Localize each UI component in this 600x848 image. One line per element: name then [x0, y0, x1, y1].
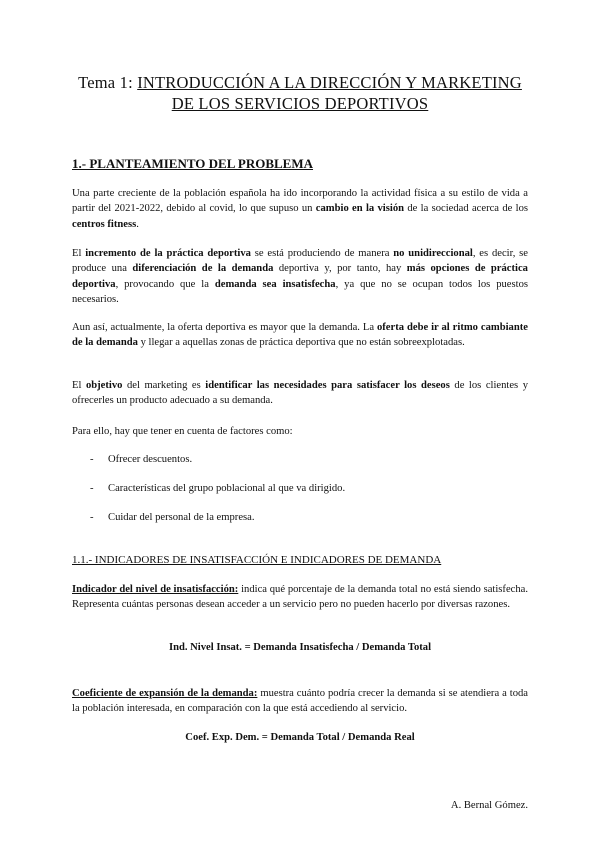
p2-text-3: , es decir, se produce una	[72, 248, 528, 275]
p3-text-1: Aun así, actualmente, la oferta deportiva es mayor que la demanda. La	[72, 322, 377, 333]
p1-text-1: Una parte creciente de la población española ha ido incorporando la actividad física a su estilo de vida a partir del 2021-2022, debido al covid, lo que supuso un	[72, 188, 528, 215]
p4-text-1: El	[72, 380, 86, 391]
indicator-1-term: Indicador del nivel de insatisfacción:	[72, 584, 239, 595]
p2-text-1: El	[72, 248, 86, 259]
p2-text-2: se está produciendo de manera	[250, 248, 394, 259]
list-dash: -	[90, 483, 94, 494]
p4-bold-1: objetivo	[85, 380, 123, 391]
p2-bold-2: no unidireccional	[393, 248, 473, 259]
p2-text-6: , ya que no se ocupan todos los puestos necesarios.	[72, 278, 528, 306]
indicator-2-term: Coeficiente de expansión de la demanda:	[72, 688, 258, 699]
list-item-text: Características del grupo poblacional al que va dirigido.	[108, 483, 346, 494]
p2-bold-3: diferenciación de la demanda	[132, 263, 274, 275]
title-prefix: Tema 1:	[78, 73, 133, 92]
p2-text-4: deportiva y, por tanto, hay	[273, 263, 407, 275]
p2-text-5: , provocando que la	[115, 278, 215, 290]
indicator-1-text: indica qué porcentaje de la demanda total no está siendo satisfecha. Representa cuántas personas desean acceder a un servicio pero no pueden hacerlo por diversas razones.	[72, 584, 528, 611]
section-1-heading: 1.- PLANTEAMIENTO DEL PROBLEMA	[72, 156, 314, 171]
p1-text-3: .	[136, 218, 139, 230]
section-2-heading: 1.1.- INDICADORES DE INSATISFACCIÓN E INDICADORES DE DEMANDA	[72, 554, 442, 566]
p3-bold-1: oferta debe ir al ritmo cambiante de la demanda	[72, 322, 528, 349]
indicator-2-paragraph	[72, 686, 528, 717]
p1-text-2: de la sociedad acerca de los	[404, 203, 528, 215]
list-item	[90, 452, 192, 467]
paragraph-3	[72, 320, 528, 351]
indicator-1-paragraph	[72, 582, 528, 613]
paragraph-2	[72, 246, 528, 308]
list-item	[90, 510, 255, 525]
title-line-2: DE LOS SERVICIOS DEPORTIVOS	[171, 94, 429, 113]
p2-bold-1: incremento de la práctica deportiva	[85, 248, 251, 259]
list-dash: -	[90, 454, 94, 465]
document-title	[60, 72, 540, 114]
formula-1: Ind. Nivel Insat. = Demanda Insatisfecha / Demanda Total	[168, 642, 432, 653]
p4-text-2: del marketing es	[122, 380, 206, 391]
indicator-2-text: muestra cuánto podría crecer la demanda si se atendiera a toda la población interesada, en comparación con la que está accediendo al servicio.	[72, 688, 528, 715]
p2-bold-4: más opciones de práctica deportiva	[72, 263, 528, 290]
formula-2: Coef. Exp. Dem. = Demanda Total / Demanda Real	[185, 732, 415, 743]
p4-text-3: de los clientes y ofrecerles un producto adecuado a su demanda.	[72, 380, 529, 407]
paragraph-4	[72, 378, 528, 409]
p4-bold-2: identificar las necesidades para satisfacer los deseos	[205, 380, 450, 391]
list-item-text: Cuidar del personal de la empresa.	[108, 512, 255, 523]
p1-bold-2: centros fitness	[72, 218, 137, 230]
p3-text-2: y llegar a aquellas zonas de práctica deportiva que no están sobreexplotadas.	[137, 337, 465, 349]
p1-bold-1: cambio en la visión	[315, 203, 405, 215]
list-dash: -	[90, 512, 94, 523]
list-item	[90, 481, 345, 496]
list-item-text: Ofrecer descuentos.	[108, 454, 193, 465]
title-line-1: INTRODUCCIÓN A LA DIRECCIÓN Y MARKETING	[137, 73, 522, 92]
paragraph-1	[72, 186, 528, 232]
footer-author: A. Bernal Gómez.	[450, 800, 528, 811]
p2-bold-5: demanda sea insatisfecha	[214, 278, 336, 290]
paragraph-5: Para ello, hay que tener en cuenta de factores como:	[72, 426, 293, 437]
